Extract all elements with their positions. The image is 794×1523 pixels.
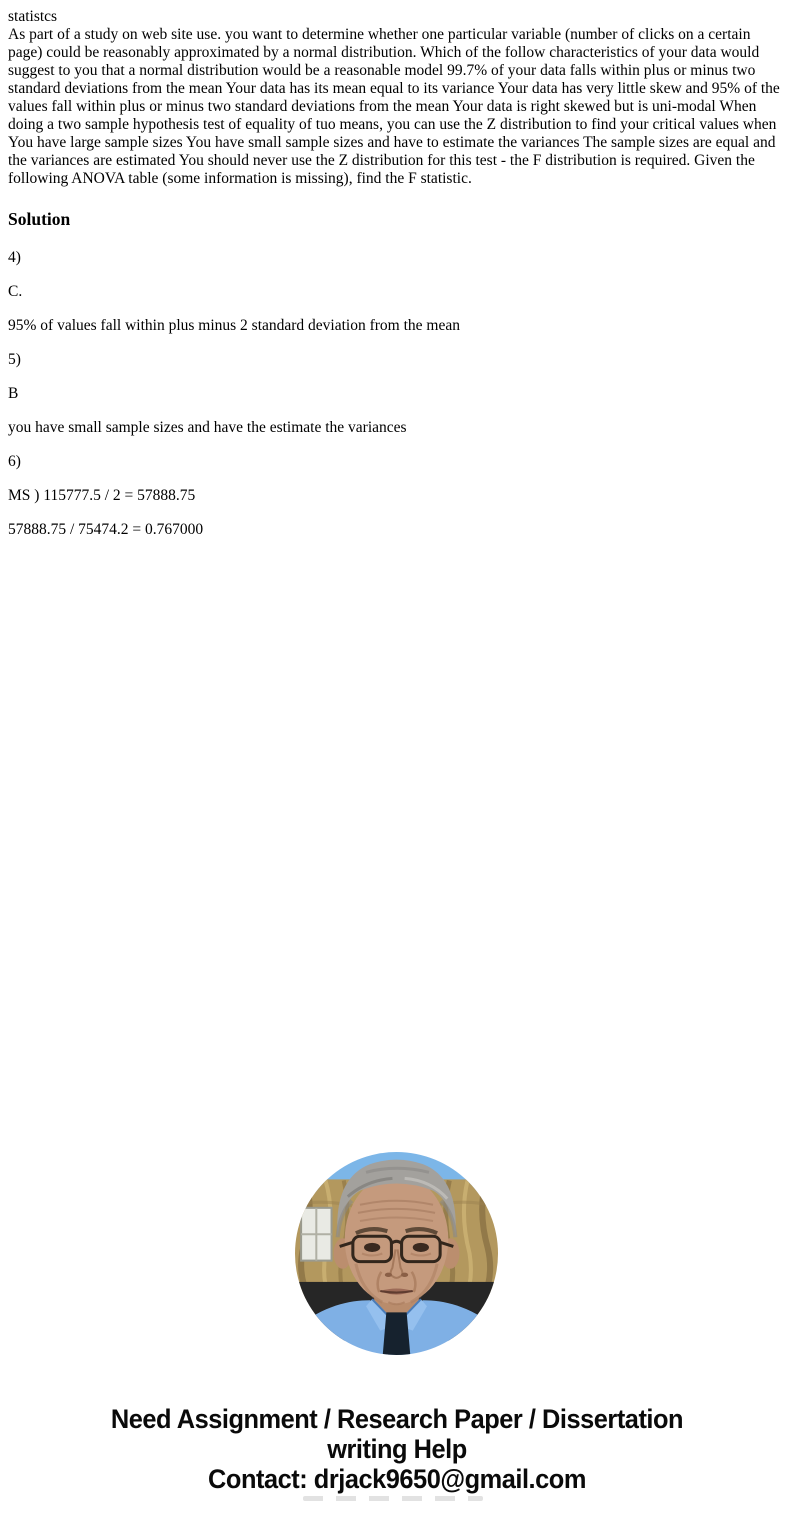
footer-contact-email: Contact: drjack9650@gmail.com — [208, 1464, 586, 1494]
solution-line-number-6: 6) — [8, 453, 21, 470]
tutor-photo-illustration — [295, 1152, 498, 1355]
solution-calculation-ms: MS ) 115777.5 / 2 = 57888.75 — [8, 487, 196, 504]
solution-heading: Solution — [8, 209, 71, 229]
question-paragraph: As part of a study on web site use. you want to determine whether one particular variable (number of clicks on a certain page) could be reasonably approximated by a normal distribution. Which of the follow characteristics of your data would suggest to you that a normal distribution would be a reasonable model 99.7% of your data falls within plus or minus two standard deviations from the mean Your data has its mean equal to its variance Your data has very little skew and 95% of the values fall within plus or minus two standard deviations from the mean Your data is right skewed but is uni-modal When doing a two sample hypothesis test of equality of tuo means, you can use the Z distribution to find your critical values when You have large sample sizes You have small sample sizes and have to estimate the variances The sample sizes are equal and the variances are estimated You should never use the Z distribution for this test - the F distribution is required. Given the following ANOVA table (some information is missing), find the F statistic. — [8, 26, 780, 187]
solution-line-number-5: 5) — [8, 351, 21, 368]
document-body — [0, 0, 794, 555]
footer-heading: Need Assignment / Research Paper / Dissertation writing Help — [110, 1404, 684, 1464]
footer-promo — [0, 1404, 794, 1494]
tutor-portrait-avatar — [295, 1152, 498, 1355]
solution-explanation-5: you have small sample sizes and have the estimate the variances — [8, 419, 407, 436]
solution-explanation-4: 95% of values fall within plus minus 2 standard deviation from the mean — [8, 317, 460, 334]
page-title: statistcs — [8, 8, 58, 25]
footer-smudge-artifact — [303, 1496, 483, 1501]
solution-answer-4: C. — [8, 283, 23, 300]
solution-answer-5: B — [8, 385, 19, 402]
solution-calculation-f: 57888.75 / 75474.2 = 0.767000 — [8, 521, 204, 538]
solution-line-number-4: 4) — [8, 249, 21, 266]
